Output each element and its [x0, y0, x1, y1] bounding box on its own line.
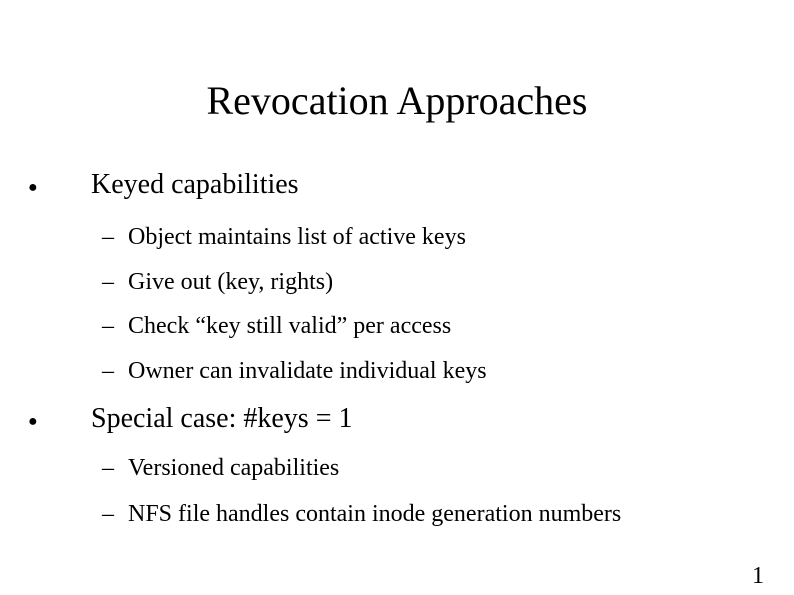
bullet-icon: ● [28, 179, 38, 196]
bullet-icon: ● [28, 413, 38, 430]
dash-icon: – [102, 269, 114, 295]
bullet-item-keyed-capabilities: Keyed capabilities [91, 169, 299, 200]
dash-icon: – [102, 455, 114, 481]
sub-item-nfs-handles: NFS file handles contain inode generation numbers [128, 501, 622, 527]
sub-item-check-key: Check “key still valid” per access [128, 313, 452, 339]
sub-item-object-maintains: Object maintains list of active keys [128, 224, 466, 250]
dash-icon: – [102, 224, 114, 250]
sub-item-owner-invalidate: Owner can invalidate individual keys [128, 358, 487, 384]
dash-icon: – [102, 358, 114, 384]
sub-item-versioned: Versioned capabilities [128, 455, 340, 481]
page-number: 1 [752, 563, 764, 589]
dash-icon: – [102, 501, 114, 527]
slide-title: Revocation Approaches [206, 78, 588, 123]
sub-item-give-out: Give out (key, rights) [128, 269, 334, 295]
dash-icon: – [102, 313, 114, 339]
bullet-item-special-case: Special case: #keys = 1 [91, 403, 353, 434]
